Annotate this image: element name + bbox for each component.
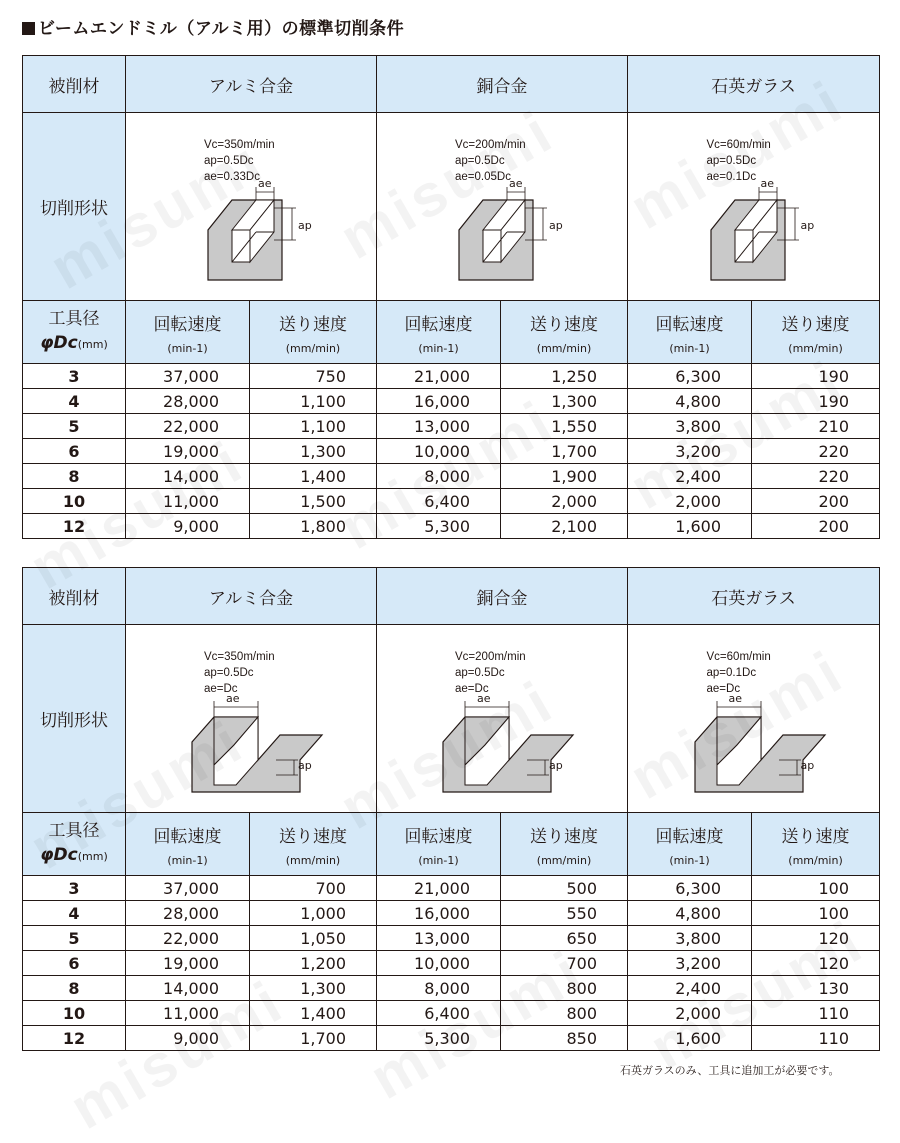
speed-value: 6,300	[628, 876, 752, 901]
speed-value: 5,300	[377, 514, 501, 539]
cutting-shape-cell	[126, 113, 377, 301]
vc-value: Vc=60m/min	[706, 651, 771, 663]
ap-value: ap=0.5Dc	[455, 667, 505, 679]
ap-value: ap=0.5Dc	[455, 155, 505, 167]
speed-unit: (min-1)	[126, 337, 250, 364]
speed-unit: (min-1)	[377, 337, 501, 364]
speed-value: 13,000	[377, 926, 501, 951]
feed-value: 100	[752, 901, 880, 926]
table-row	[23, 389, 880, 414]
cutting-shape-cell	[377, 113, 628, 301]
material-header: アルミ合金	[126, 568, 377, 625]
square-bullet-icon	[22, 22, 35, 35]
feed-value: 130	[752, 976, 880, 1001]
footnote: 石英ガラスのみ、工具に追加工が必要です。	[620, 1064, 840, 1077]
tool-diameter: 6	[23, 439, 126, 464]
feed-value: 1,550	[501, 414, 628, 439]
dia-label: φDc	[40, 845, 78, 865]
speed-value: 14,000	[126, 976, 250, 1001]
ap-value: ap=0.5Dc	[706, 155, 757, 167]
ae-dimension-label: ae	[760, 177, 775, 190]
tool-diameter-header	[23, 301, 126, 364]
feed-value: 210	[752, 414, 880, 439]
feed-value: 120	[752, 951, 880, 976]
feed-value: 220	[752, 464, 880, 489]
speed-header: 回転速度	[126, 813, 250, 850]
table-row	[23, 1026, 880, 1051]
feed-value: 1,300	[250, 439, 377, 464]
feed-value: 800	[501, 1001, 628, 1026]
speed-header: 回転速度	[377, 813, 501, 850]
shape-label: 切削形状	[23, 113, 126, 301]
feed-value: 1,200	[250, 951, 377, 976]
feed-value: 1,250	[501, 364, 628, 389]
speed-value: 6,400	[377, 489, 501, 514]
tool-diameter: 4	[23, 389, 126, 414]
dia-label: φDc	[40, 333, 78, 353]
feed-value: 2,000	[501, 489, 628, 514]
ae-value: ae=0.05Dc	[455, 171, 511, 183]
speed-value: 4,800	[628, 389, 752, 414]
tool-diameter: 8	[23, 976, 126, 1001]
table-row	[23, 514, 880, 539]
speed-value: 22,000	[126, 414, 250, 439]
feed-unit: (mm/min)	[250, 337, 377, 364]
table-row	[23, 364, 880, 389]
table-row	[23, 414, 880, 439]
speed-value: 11,000	[126, 489, 250, 514]
speed-value: 2,000	[628, 1001, 752, 1026]
cutting-shape-cell	[628, 113, 880, 301]
speed-value: 8,000	[377, 464, 501, 489]
speed-value: 13,000	[377, 414, 501, 439]
speed-value: 6,400	[377, 1001, 501, 1026]
material-header: アルミ合金	[126, 56, 377, 113]
ae-value: ae=Dc	[706, 683, 741, 695]
feed-value: 100	[752, 876, 880, 901]
tool-diameter: 6	[23, 951, 126, 976]
speed-header: 回転速度	[628, 301, 752, 338]
feed-header: 送り速度	[501, 813, 628, 850]
material-header: 銅合金	[377, 56, 628, 113]
tool-diameter: 5	[23, 414, 126, 439]
tool-diameter: 3	[23, 876, 126, 901]
ap-value: ap=0.5Dc	[204, 155, 254, 167]
ae-dimension-label: ae	[509, 177, 523, 190]
feed-value: 500	[501, 876, 628, 901]
ap-dimension-label: ap	[549, 219, 563, 232]
feed-value: 650	[501, 926, 628, 951]
feed-header: 送り速度	[250, 813, 377, 850]
ap-value: ap=0.5Dc	[204, 667, 254, 679]
speed-value: 11,000	[126, 1001, 250, 1026]
material-header: 石英ガラス	[628, 568, 880, 625]
ae-value: ae=Dc	[204, 683, 238, 695]
feed-value: 200	[752, 489, 880, 514]
speed-value: 6,300	[628, 364, 752, 389]
feed-value: 1,700	[250, 1026, 377, 1051]
speed-value: 28,000	[126, 389, 250, 414]
feed-value: 1,000	[250, 901, 377, 926]
feed-value: 550	[501, 901, 628, 926]
ap-dimension-label: ap	[298, 759, 312, 772]
ae-value: ae=Dc	[455, 683, 489, 695]
cutting-shape-cell	[126, 625, 377, 813]
speed-value: 21,000	[377, 876, 501, 901]
speed-value: 4,800	[628, 901, 752, 926]
condition-params	[204, 649, 275, 697]
tool-diameter: 12	[23, 514, 126, 539]
ae-dimension-label: ae	[258, 177, 272, 190]
material-label: 被削材	[23, 56, 126, 113]
speed-value: 37,000	[126, 876, 250, 901]
speed-header: 回転速度	[377, 301, 501, 338]
ae-dimension-label: ae	[226, 692, 240, 705]
feed-unit: (mm/min)	[501, 849, 628, 876]
table-row	[23, 926, 880, 951]
page-title: ビームエンドミル（アルミ用）の標準切削条件	[22, 14, 404, 39]
vc-value: Vc=350m/min	[204, 139, 275, 151]
table-row	[23, 489, 880, 514]
feed-value: 1,100	[250, 389, 377, 414]
feed-value: 800	[501, 976, 628, 1001]
feed-value: 1,100	[250, 414, 377, 439]
speed-value: 5,300	[377, 1026, 501, 1051]
tool-diameter: 10	[23, 1001, 126, 1026]
table-row	[23, 439, 880, 464]
shape-label: 切削形状	[23, 625, 126, 813]
feed-value: 2,100	[501, 514, 628, 539]
speed-value: 16,000	[377, 389, 501, 414]
speed-value: 9,000	[126, 514, 250, 539]
speed-value: 2,000	[628, 489, 752, 514]
feed-value: 200	[752, 514, 880, 539]
feed-value: 1,400	[250, 464, 377, 489]
feed-value: 1,300	[501, 389, 628, 414]
feed-unit: (mm/min)	[752, 849, 880, 876]
condition-params	[707, 649, 771, 697]
table-row	[23, 464, 880, 489]
material-header: 石英ガラス	[628, 56, 880, 113]
table-row	[23, 901, 880, 926]
feed-value: 700	[501, 951, 628, 976]
feed-value: 1,900	[501, 464, 628, 489]
feed-value: 220	[752, 439, 880, 464]
cutting-conditions-table	[22, 567, 880, 1051]
speed-value: 3,800	[628, 414, 752, 439]
ae-value: ae=0.1Dc	[706, 171, 757, 183]
speed-value: 28,000	[126, 901, 250, 926]
speed-value: 9,000	[126, 1026, 250, 1051]
feed-value: 190	[752, 364, 880, 389]
speed-value: 3,200	[628, 951, 752, 976]
ae-dimension-label: ae	[728, 692, 743, 705]
material-label: 被削材	[23, 568, 126, 625]
speed-value: 1,600	[628, 514, 752, 539]
ap-dimension-label: ap	[800, 219, 815, 232]
condition-params	[455, 649, 526, 697]
ae-dimension-label: ae	[477, 692, 491, 705]
feed-unit: (mm/min)	[250, 849, 377, 876]
tool-label: 工具径	[48, 309, 100, 329]
speed-value: 14,000	[126, 464, 250, 489]
speed-unit: (min-1)	[628, 849, 752, 876]
feed-header: 送り速度	[752, 301, 880, 338]
vc-value: Vc=200m/min	[455, 139, 526, 151]
cutting-shape-cell	[628, 625, 880, 813]
feed-value: 1,700	[501, 439, 628, 464]
feed-header: 送り速度	[250, 301, 377, 338]
speed-value: 16,000	[377, 901, 501, 926]
tool-diameter: 12	[23, 1026, 126, 1051]
feed-value: 190	[752, 389, 880, 414]
feed-value: 120	[752, 926, 880, 951]
speed-value: 1,600	[628, 1026, 752, 1051]
feed-value: 1,500	[250, 489, 377, 514]
vc-value: Vc=350m/min	[204, 651, 275, 663]
feed-value: 1,300	[250, 976, 377, 1001]
speed-value: 37,000	[126, 364, 250, 389]
table-row	[23, 876, 880, 901]
ap-value: ap=0.1Dc	[706, 667, 757, 679]
tool-label: 工具径	[48, 821, 100, 841]
feed-value: 750	[250, 364, 377, 389]
feed-header: 送り速度	[501, 301, 628, 338]
tool-diameter: 10	[23, 489, 126, 514]
feed-value: 110	[752, 1001, 880, 1026]
speed-unit: (min-1)	[628, 337, 752, 364]
feed-value: 1,050	[250, 926, 377, 951]
feed-value: 1,400	[250, 1001, 377, 1026]
cutting-shape-cell	[377, 625, 628, 813]
dia-unit: (mm)	[77, 850, 108, 863]
ae-value: ae=0.33Dc	[204, 171, 260, 183]
vc-value: Vc=200m/min	[455, 651, 526, 663]
feed-header: 送り速度	[752, 813, 880, 850]
speed-header: 回転速度	[126, 301, 250, 338]
ap-dimension-label: ap	[549, 759, 563, 772]
speed-value: 19,000	[126, 951, 250, 976]
feed-value: 1,800	[250, 514, 377, 539]
speed-value: 3,800	[628, 926, 752, 951]
vc-value: Vc=60m/min	[706, 139, 771, 151]
feed-value: 700	[250, 876, 377, 901]
speed-value: 10,000	[377, 951, 501, 976]
tool-diameter: 3	[23, 364, 126, 389]
dia-unit: (mm)	[77, 338, 108, 351]
speed-header: 回転速度	[628, 813, 752, 850]
speed-unit: (min-1)	[377, 849, 501, 876]
table-row	[23, 976, 880, 1001]
speed-value: 2,400	[628, 464, 752, 489]
speed-unit: (min-1)	[126, 849, 250, 876]
material-header: 銅合金	[377, 568, 628, 625]
table-row	[23, 1001, 880, 1026]
speed-value: 19,000	[126, 439, 250, 464]
speed-value: 3,200	[628, 439, 752, 464]
tool-diameter: 4	[23, 901, 126, 926]
feed-value: 110	[752, 1026, 880, 1051]
ap-dimension-label: ap	[800, 759, 815, 772]
speed-value: 8,000	[377, 976, 501, 1001]
feed-unit: (mm/min)	[501, 337, 628, 364]
speed-value: 10,000	[377, 439, 501, 464]
speed-value: 21,000	[377, 364, 501, 389]
tool-diameter-header	[23, 813, 126, 876]
tool-diameter: 5	[23, 926, 126, 951]
tool-diameter: 8	[23, 464, 126, 489]
feed-value: 850	[501, 1026, 628, 1051]
table-row	[23, 951, 880, 976]
speed-value: 22,000	[126, 926, 250, 951]
speed-value: 2,400	[628, 976, 752, 1001]
cutting-conditions-table	[22, 55, 880, 539]
ap-dimension-label: ap	[298, 219, 312, 232]
feed-unit: (mm/min)	[752, 337, 880, 364]
